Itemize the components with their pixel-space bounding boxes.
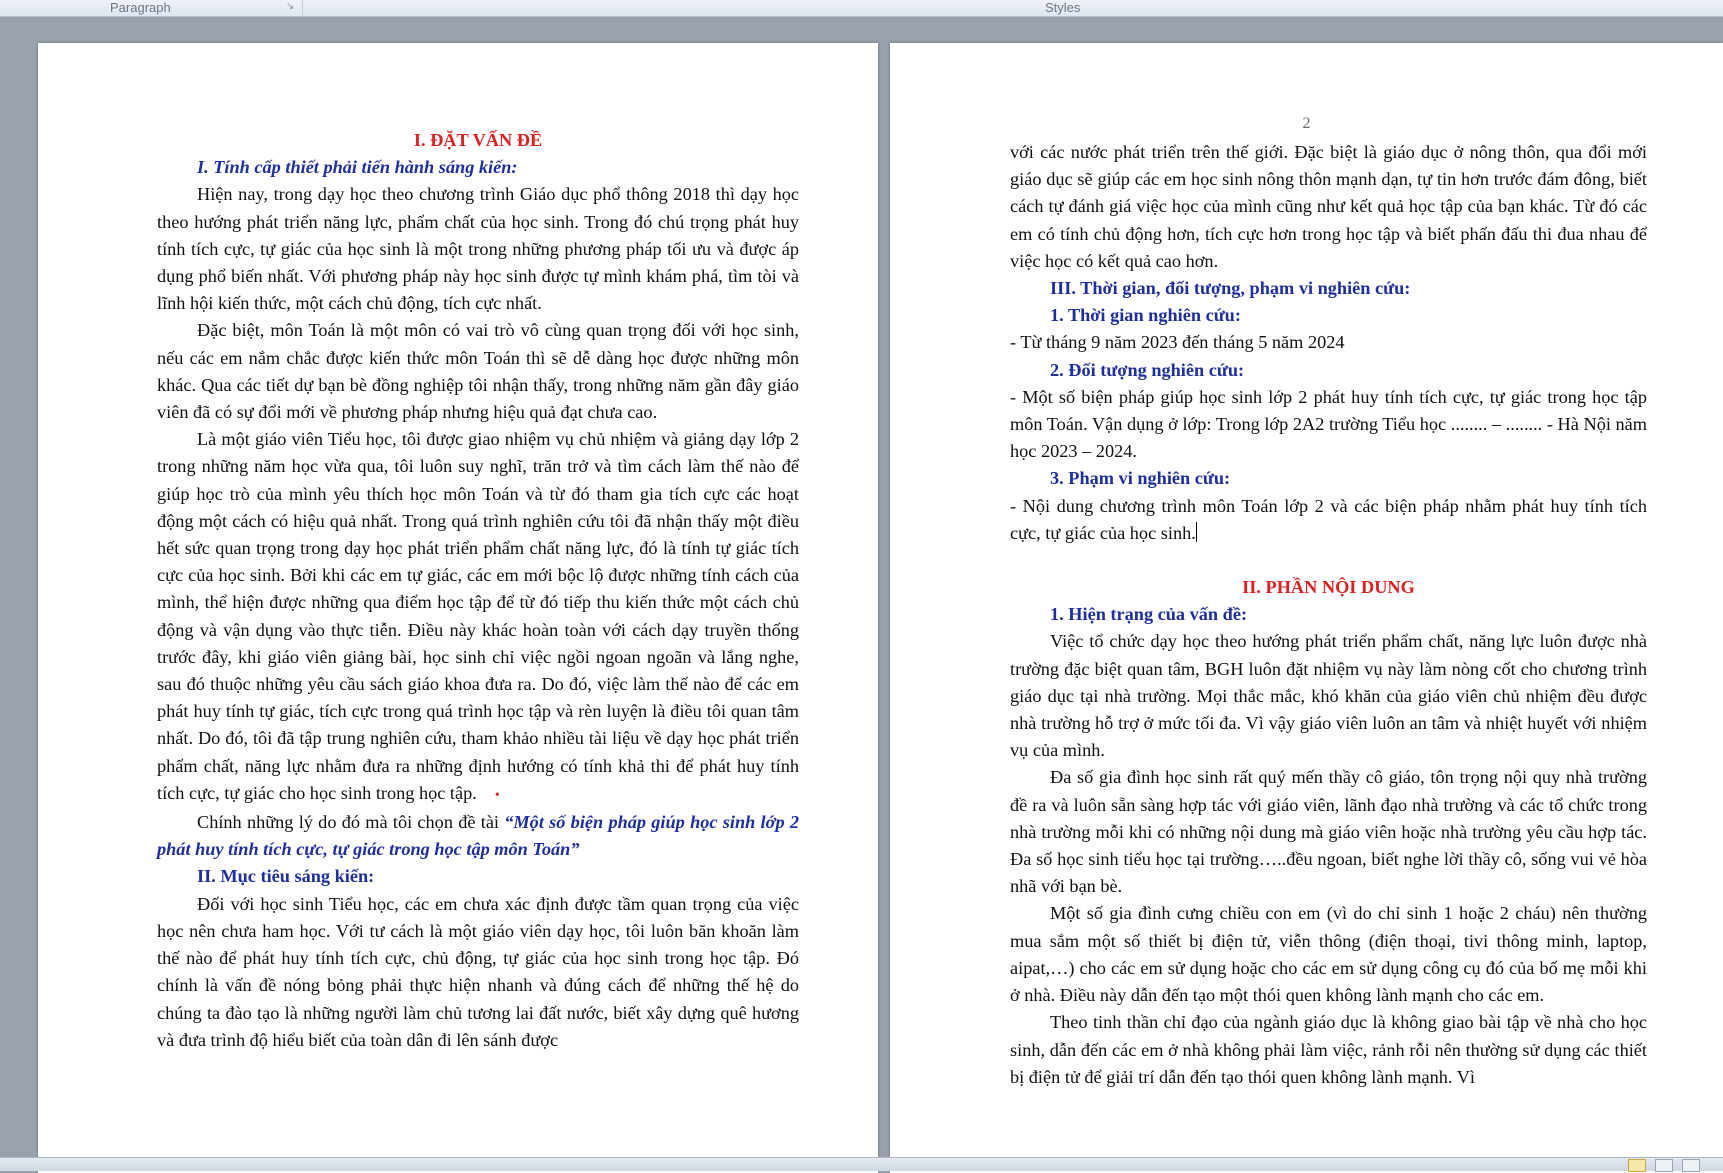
topic-title-quote: “Một số biện pháp giúp học sinh lớp 2 phát huy tính tích cực, tự giác trong học tập môn Toán”	[157, 812, 799, 860]
document-area[interactable]	[0, 17, 1723, 1157]
styles-group-label: Styles	[1045, 0, 1081, 15]
paragraph-hien-trang-4: Theo tinh thần chỉ đạo của ngành giáo dục là không giao bài tập về nhà cho học sinh, dẫn đến các em ở nhà không phải làm việc, rảnh rỗi nên thường sử dụng các thiết bị điện tử để giải trí dẫn đến tạo thói quen không lành mạnh. Vì	[1010, 1012, 1647, 1087]
full-screen-reading-view-icon[interactable]	[1655, 1159, 1673, 1172]
paragraph-2: Đặc biệt, môn Toán là một môn có vai trò vô cùng quan trọng đối với học sinh, nếu các em nắm chắc được kiến thức môn Toán thì sẽ dễ dàng học được những môn khác. Qua các tiết dự bạn bè đồng nghiệp tôi nhận thấy, trong những năm gần đây giáo viên đã có sự đổi mới về phương pháp nhưng hiệu quả đạt chưa cao.	[157, 320, 799, 423]
page-2-text[interactable]	[1010, 139, 1647, 1091]
heading-dat-van-de: I. ĐẶT VẤN ĐỀ	[413, 130, 543, 150]
subheading-thoi-gian-doi-tuong: III. Thời gian, đối tượng, phạm vi nghiên cứu:	[1050, 278, 1411, 299]
paragraph-continued: với các nước phát triển trên thế giới. Đặc biệt là giáo dục ở nông thôn, qua đổi mới giáo dục sẽ giúp các em học sinh nông thôn mạnh dạn, tự tin hơn trước đám đông, biết cách tự đánh giá việc học của mình cũng như kết quả học tập của bạn khác. Từ đó các em có tính chủ động hơn, tích cực hơn trong học tập và biết phấn đấu thi đua nhau để việc học có kết quả cao hơn.	[1010, 142, 1647, 271]
subheading-muc-tieu: II. Mục tiêu sáng kiến:	[197, 866, 375, 887]
paragraph-4	[157, 809, 799, 863]
list-item-pham-vi	[1010, 493, 1647, 547]
page-1[interactable]	[38, 43, 878, 1173]
subheading-pham-vi: 3. Phạm vi nghiên cứu:	[1050, 468, 1231, 489]
subheading-doi-tuong: 2. Đối tượng nghiên cứu:	[1050, 359, 1245, 380]
paragraph-1: Hiện nay, trong dạy học theo chương trình Giáo dục phổ thông 2018 thì dạy học theo hướng phát triển năng lực, phẩm chất của học sinh. Trong đó chú trọng phát huy tính tích cực, tự giác của học sinh là một trong những phương pháp tối ưu và được áp dụng phổ biến nhất. Với phương pháp này học sinh được tự mình khám phá, tìm tòi và lĩnh hội kiến thức, một cách chủ động, tích cực nhất.	[157, 184, 799, 314]
status-bar	[0, 1157, 1723, 1171]
paragraph-group-label: Paragraph	[110, 0, 171, 15]
paragraph-4-lead: Chính những lý do đó mà tôi chọn đề tài	[197, 812, 505, 833]
paragraph-3	[157, 426, 799, 809]
blank-line	[1010, 547, 1647, 574]
list-item-pham-vi-text: - Nội dung chương trình môn Toán lớp 2 và các biện pháp nhằm phát huy tính tích cực, tự giác của học sinh.	[1010, 495, 1647, 543]
paragraph-5: Đối với học sinh Tiểu học, các em chưa xác định được tầm quan trọng của việc học nên chưa ham học. Với tư cách là một giáo viên dạy học, tôi luôn băn khoăn làm thế nào để phát huy tính tích cực, chủ động, tự giác của học sinh trong học tập. Đó chính là vấn đề nóng bỏng phải thực hiện nhanh và đúng cách để những thế hệ do chúng ta đào tạo là những người làm chủ tương lai đất nước, biết xây dựng quê hương và đưa trình độ hiểu biết của toàn dân đi lên sánh được	[157, 893, 799, 1050]
text-cursor	[1196, 522, 1197, 542]
subheading-thoi-gian: 1. Thời gian nghiên cứu:	[1050, 305, 1241, 326]
page-1-text[interactable]	[157, 127, 799, 1054]
formatting-mark-icon: •	[494, 787, 500, 803]
list-item-doi-tuong: - Một số biện pháp giúp học sinh lớp 2 phát huy tính tích cực, tự giác trong học tập môn Toán. Vận dụng ở lớp: Trong lớp 2A2 trường Tiểu học ........ – ........ - Hà Nội năm học 2023 – 2024.	[1010, 386, 1647, 462]
heading-phan-noi-dung: II. PHẦN NỘI DUNG	[1242, 577, 1415, 598]
paragraph-dialog-launcher-icon[interactable]: ↘	[286, 1, 295, 12]
paragraph-hien-trang-2: Đa số gia đình học sinh rất quý mến thầy cô giáo, tôn trọng nội quy nhà trường đề ra và luôn sẵn sàng hợp tác với giáo viên, lãnh đạo nhà trường và các tổ chức trong nhà trường mỗi khi có những nội dung mà giáo viên hoặc nhà trường yêu cầu hợp tác. Đa số học sinh tiểu học tại trường…..đều ngoan, biết nghe lời thầy cô, sống vui vẻ hòa nhã với bạn bè.	[1010, 767, 1647, 897]
paragraph-hien-trang-3: Một số gia đình cưng chiều con em (vì do chỉ sinh 1 hoặc 2 cháu) nên thường mua sắm một số thiết bị điện tử, viễn thông (điện thoại, tivi thông minh, laptop, aipat,…) cho các em sử dụng hoặc cho các em sử dụng công cụ đó của bố mẹ mỗi khi ở nhà. Điều này dẫn đến tạo một thói quen không lành mạnh cho các em.	[1010, 903, 1647, 1006]
ribbon-group-labels	[0, 0, 1723, 17]
web-layout-view-icon[interactable]	[1682, 1159, 1700, 1172]
paragraph-3-text: Là một giáo viên Tiểu học, tôi được giao nhiệm vụ chủ nhiệm và giảng dạy lớp 2 trong những năm học vừa qua, tôi luôn suy nghĩ, trăn trở và tìm cách làm thế nào để giúp học trò của mình yêu thích học môn Toán và từ đó tham gia tích cực các hoạt động một cách có hiệu quả nhất. Trong quá trình nghiên cứu tôi đã nhận thấy một điều hết sức quan trọng trong dạy học phát triển phẩm chất năng lực, đó là tính tự giác tích cực của học sinh. Bởi khi các em tự giác, các em mới bộc lộ được những tính cách của mình, thể hiện được những qua điểm học tập để từ đó tiếp thu kiến thức một cách chủ động và vận dụng vào thực tiễn. Điều này khác hoàn toàn với cách dạy truyền thống trước đây, khi giáo viên giảng bài, học sinh chỉ việc ngồi ngoan ngoãn và lắng nghe, sau đó thuộc những yêu cầu sách giáo khoa đưa ra. Do đó, việc làm thế nào để các em phát huy tính tự giác, tích cực trong quá trình học tập và rèn luyện là điều tôi quan tâm nhất. Do đó, tôi đã tập trung nghiên cứu, tham khảo nhiều tài liệu về dạy học phát triển phẩm chất, năng lực nhằm đưa ra những định hướng có tính khả thi để phát huy tính tích cực, tự giác cho học sinh trong học tập.	[157, 429, 799, 803]
page-number: 2	[1302, 115, 1311, 132]
print-layout-view-icon[interactable]	[1628, 1159, 1646, 1172]
subheading-hien-trang: 1. Hiện trạng của vấn đề:	[1050, 604, 1248, 625]
subheading-tinh-cap-thiet: I. Tính cấp thiết phải tiến hành sáng kiến:	[197, 157, 518, 178]
list-item-thoi-gian: - Từ tháng 9 năm 2023 đến tháng 5 năm 2024	[1010, 332, 1345, 353]
ribbon-separator	[302, 0, 303, 16]
paragraph-hien-trang-1: Việc tổ chức dạy học theo hướng phát triển phẩm chất, năng lực luôn được nhà trường đặc biệt quan tâm, BGH luôn đặt nhiệm vụ này làm nòng cốt cho chương trình giáo dục tại nhà trường. Mọi thắc mắc, khó khăn của giáo viên chủ nhiệm đều được nhà trường hỗ trợ ở mức tối đa. Vì vậy giáo viên luôn an tâm và nhiệt huyết với nhiệm vụ của mình.	[1010, 631, 1647, 761]
page-2[interactable]	[890, 43, 1723, 1173]
